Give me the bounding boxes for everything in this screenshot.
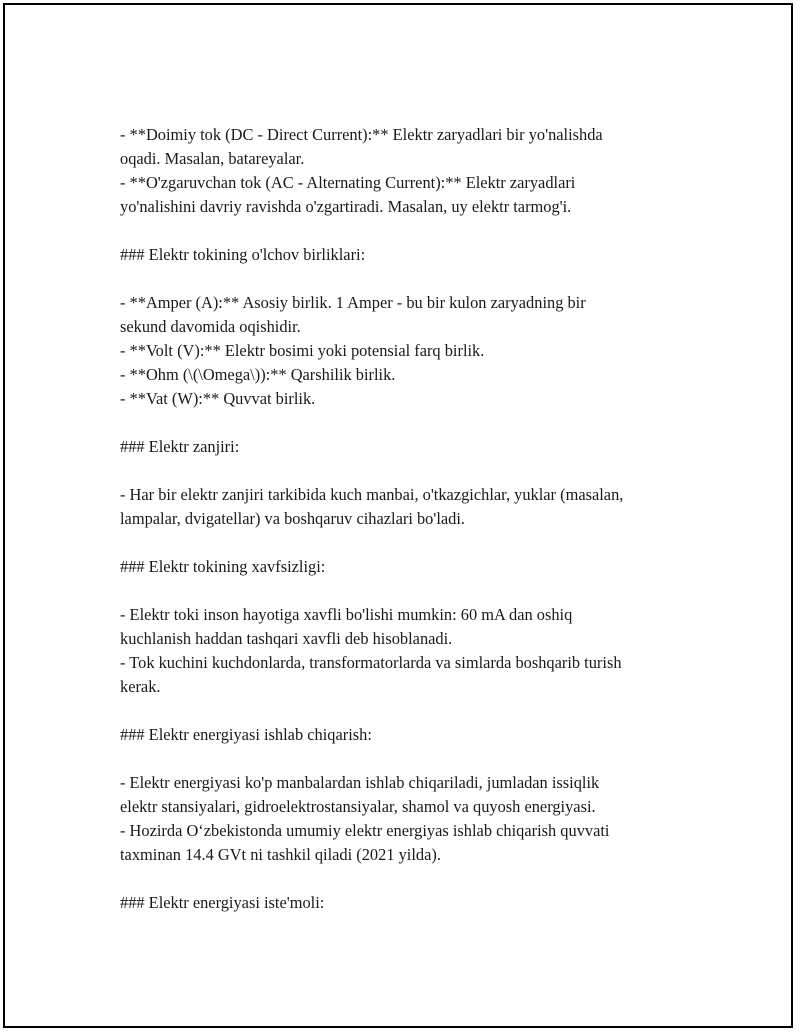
- text-line: - **Amper (A):** Asosiy birlik. 1 Amper - bu bir kulon zaryadning bir: [120, 293, 586, 312]
- blank-line: [120, 747, 710, 771]
- blank-line: [120, 579, 710, 603]
- blank-line: [120, 531, 710, 555]
- document-body: [120, 123, 710, 915]
- text-line: sekund davomida oqishidir.: [120, 317, 301, 336]
- document-page: [3, 3, 793, 1028]
- text-line: kerak.: [120, 677, 161, 696]
- text-line: - **Ohm (\(\Omega\)):** Qarshilik birlik.: [120, 365, 396, 384]
- text-line: - Tok kuchini kuchdonlarda, transformatorlarda va simlarda boshqarib turish: [120, 653, 622, 672]
- section-circuit: [120, 435, 710, 531]
- text-line: yo'nalishini davriy ravishda o'zgartiradi. Masalan, uy elektr tarmog'i.: [120, 197, 572, 216]
- section-heading: ### Elektr energiyasi ishlab chiqarish:: [120, 725, 372, 744]
- text-line: - **Doimiy tok (DC - Direct Current):** Elektr zaryadlari bir yo'nalishda: [120, 125, 603, 144]
- text-line: - Har bir elektr zanjiri tarkibida kuch manbai, o'tkazgichlar, yuklar (masalan,: [120, 485, 624, 504]
- section-heading: ### Elektr tokining o'lchov birliklari:: [120, 245, 366, 264]
- section-current-types: [120, 123, 710, 219]
- text-line: kuchlanish haddan tashqari xavfli deb hisoblanadi.: [120, 629, 453, 648]
- section-heading: ### Elektr tokining xavfsizligi:: [120, 557, 326, 576]
- section-production: [120, 723, 710, 867]
- section-safety: [120, 555, 710, 699]
- section-heading: ### Elektr zanjiri:: [120, 437, 240, 456]
- text-line: elektr stansiyalari, gidroelektrostansiyalar, shamol va quyosh energiyasi.: [120, 797, 596, 816]
- section-units: [120, 243, 710, 411]
- section-consumption: [120, 891, 710, 915]
- blank-line: [120, 699, 710, 723]
- blank-line: [120, 867, 710, 891]
- text-line: lampalar, dvigatellar) va boshqaruv cihazlari bo'ladi.: [120, 509, 465, 528]
- section-heading: ### Elektr energiyasi iste'moli:: [120, 893, 325, 912]
- blank-line: [120, 459, 710, 483]
- text-line: oqadi. Masalan, batareyalar.: [120, 149, 305, 168]
- blank-line: [120, 411, 710, 435]
- blank-line: [120, 267, 710, 291]
- text-line: - **Volt (V):** Elektr bosimi yoki potensial farq birlik.: [120, 341, 485, 360]
- text-line: - Elektr energiyasi ko'p manbalardan ishlab chiqariladi, jumladan issiqlik: [120, 773, 600, 792]
- text-line: - Elektr toki inson hayotiga xavfli bo'lishi mumkin: 60 mA dan oshiq: [120, 605, 573, 624]
- text-line: taxminan 14.4 GVt ni tashkil qiladi (2021 yilda).: [120, 845, 441, 864]
- text-line: - **O'zgaruvchan tok (AC - Alternating Current):** Elektr zaryadlari: [120, 173, 576, 192]
- text-line: - Hozirda O‘zbekistonda umumiy elektr energiyas ishlab chiqarish quvvati: [120, 821, 610, 840]
- text-line: - **Vat (W):** Quvvat birlik.: [120, 389, 316, 408]
- blank-line: [120, 219, 710, 243]
